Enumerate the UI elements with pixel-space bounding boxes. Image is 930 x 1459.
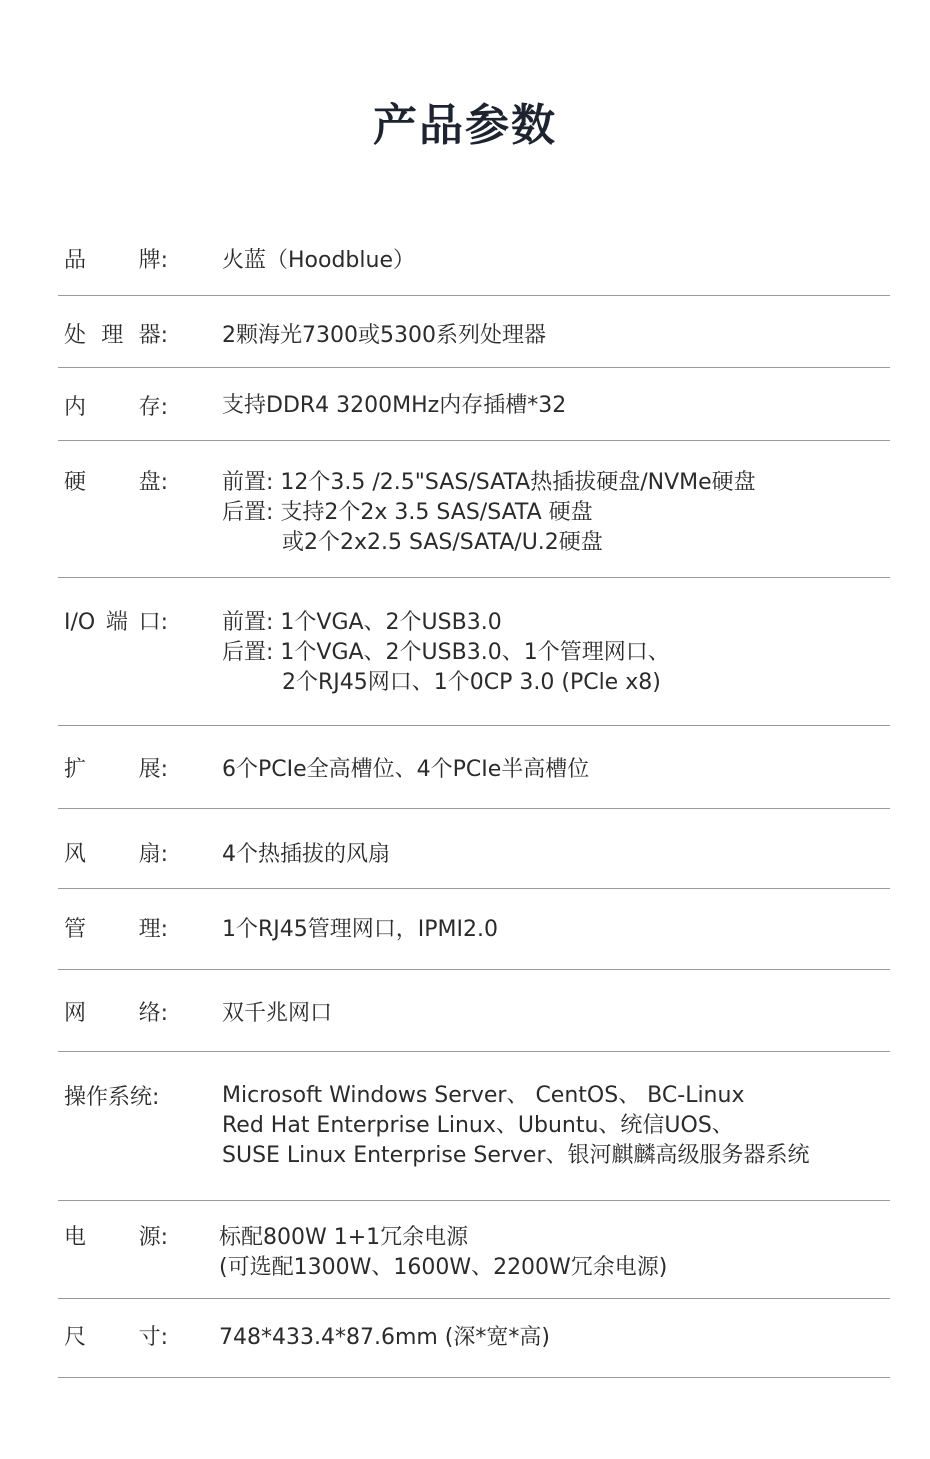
spec-label: 电 源: — [64, 1225, 168, 1250]
row-divider — [58, 367, 890, 368]
spec-value: Microsoft Windows Server、 CentOS、 BC-Linux Red Hat Enterprise Linux、Ubuntu、统信UOS、 SUSE Linux Enterprise Server、银河麒麟高级服务器系统 — [222, 1083, 810, 1168]
row-divider — [58, 1377, 890, 1378]
row-divider — [58, 808, 890, 809]
row-divider — [58, 440, 890, 441]
spec-value: 4个热插拔的风扇 — [222, 842, 390, 867]
spec-label: 处 理 器: — [64, 323, 168, 348]
spec-value: 1个RJ45管理网口，IPMI2.0 — [222, 917, 498, 942]
spec-value: 前置: 12个3.5 /2.5"SAS/SATA热插拔硬盘/NVMe硬盘 后置: 支持2个2x 3.5 SAS/SATA 硬盘 或2个2x2.5 SAS/SATA/U.2硬盘 — [222, 470, 756, 555]
spec-label: 硬 盘: — [64, 470, 168, 495]
spec-value: 双千兆网口 — [222, 1001, 333, 1026]
spec-table — [58, 0, 890, 1459]
spec-label: 尺 寸: — [64, 1325, 168, 1350]
row-divider — [58, 725, 890, 726]
spec-label: 扩 展: — [64, 757, 168, 782]
spec-value: 支持DDR4 3200MHz内存插槽*32 — [222, 393, 567, 418]
spec-value: 748*433.4*87.6mm (深*宽*高) — [219, 1325, 550, 1350]
spec-value: 6个PCIe全高槽位、4个PCIe半高槽位 — [222, 757, 590, 782]
spec-label: 风 扇: — [64, 842, 168, 867]
spec-value: 标配800W 1+1冗余电源 (可选配1300W、1600W、2200W冗余电源) — [219, 1225, 668, 1280]
row-divider — [58, 577, 890, 578]
row-divider — [58, 888, 890, 889]
spec-label: 网 络: — [64, 1001, 168, 1026]
spec-label: 品 牌: — [64, 248, 168, 273]
spec-value: 前置: 1个VGA、2个USB3.0 后置: 1个VGA、2个USB3.0、1个管理网口、 2个RJ45网口、1个0CP 3.0 (PCle x8) — [222, 610, 670, 695]
row-divider — [58, 1051, 890, 1052]
spec-label: 操作系统: — [64, 1085, 160, 1110]
row-divider — [58, 1200, 890, 1201]
row-divider — [58, 1298, 890, 1299]
row-divider — [58, 295, 890, 296]
row-divider — [58, 969, 890, 970]
page-title: 产品参数 — [373, 100, 557, 151]
spec-label: 管 理: — [64, 917, 168, 942]
spec-label: I/O 端 口: — [64, 610, 168, 635]
spec-value: 火蓝（Hoodblue） — [222, 248, 415, 273]
spec-label: 内 存: — [64, 395, 168, 420]
spec-value: 2颗海光7300或5300系列处理器 — [222, 323, 546, 348]
